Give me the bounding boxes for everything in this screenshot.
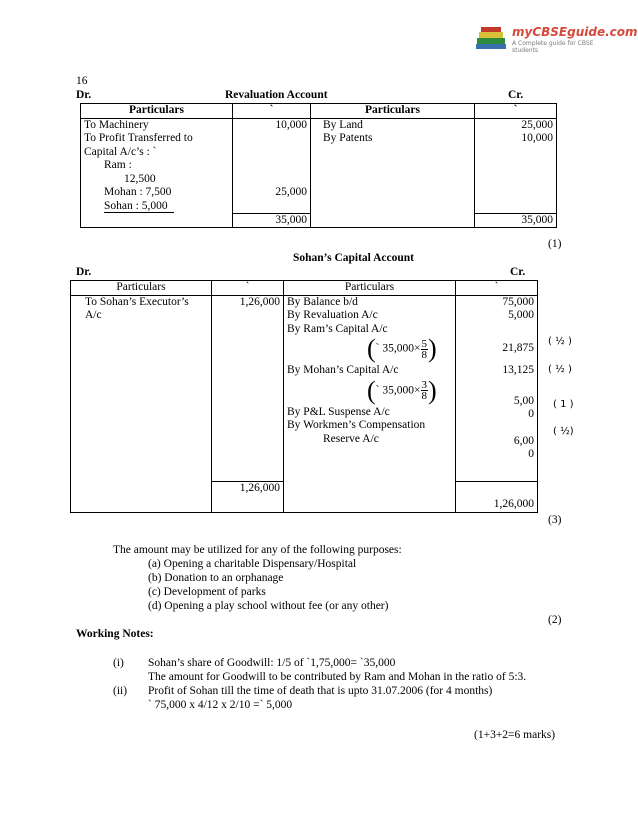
col-particulars-cr: Particulars [311,104,475,119]
sohan-title: Sohan’s Capital Account [293,252,414,264]
fraction [421,380,429,401]
purpose-item: (c) Development of parks [148,586,266,598]
reval-item: To Machinery [84,118,149,131]
reval-debit-amounts [233,118,311,213]
sohan-amount: 21,875 [502,341,534,354]
col-amount-cr: ` [456,281,538,296]
reval-credit-particulars [311,118,475,213]
reval-total-row [81,213,557,228]
col-amount-dr: ` [212,281,284,296]
side-mark: ( ½) [553,426,574,437]
purpose-item: (b) Donation to an orphanage [148,572,284,584]
sohan-item: By Balance b/d [287,295,358,308]
reval-dr: Dr. [76,89,92,101]
paren-open: ( [367,334,376,363]
sohan-amount: 0 [528,448,534,460]
reval-item: Capital A/c’s : ` [84,145,157,158]
fraction-numerator: 3 [421,379,427,391]
reval-total-blank [81,213,233,228]
purposes-intro: The amount may be utilized for any of the following purposes: [113,544,402,556]
page-number: 16 [76,75,88,87]
sohan-total-credit: 1,26,000 [456,482,538,513]
note-label: (i) [113,657,124,669]
sohan-total-blank [71,482,212,513]
fraction [421,339,429,360]
reval-amount: 10,000 [521,132,553,144]
reval-debit-particulars [81,118,233,213]
reval-sohan-share: Sohan : 5,000 [104,200,174,213]
reval-item [84,200,229,214]
reval-header-row [81,104,557,119]
reval-body-row [81,118,557,213]
col-particulars-dr: Particulars [71,281,212,296]
reval-amount: 10,000 [275,118,307,131]
sohan-credit-amounts [456,295,538,482]
sohan-item: To Sohan’s Executor’s [85,295,189,308]
sohan-amount: 5,00 [513,394,534,407]
paren-close: ) [428,375,437,405]
reval-cr: Cr. [508,89,524,101]
note-text: Profit of Sohan till the time of death that is upto 31.07.2006 (for 4 months) [148,685,493,697]
side-mark: ( ½ ) [548,364,572,375]
reval-item: By Land [323,118,363,131]
sohan-debit-amounts [212,295,284,482]
sohan-cr: Cr. [510,266,526,278]
note-text: The amount for Goodwill to be contributed by Ram and Mohan in the ratio of 5:3. [148,671,527,683]
mohan-share-formula [287,375,452,406]
logo-brand: myCBSEguide.com [512,25,638,39]
sohan-header-row [71,281,538,296]
sohan-amount: 75,000 [502,295,534,308]
note-label: (ii) [113,685,128,697]
reval-total-debit: 35,000 [233,213,311,228]
reval-amount: 25,000 [521,118,553,131]
note-text: ` 75,000 x 4/12 x 2/10 =` 5,000 [148,699,293,711]
sohan-item: By P&L Suspense A/c [287,405,390,418]
sohan-amount: 1,26,000 [239,295,280,308]
site-logo [474,24,638,54]
sohan-credit-particulars [284,295,456,482]
reval-amount: 25,000 [275,185,307,198]
purpose-item: (d) Opening a play school without fee (or any other) [148,600,389,612]
sohan-amount: 5,000 [508,309,534,321]
side-mark: ( ½ ) [548,336,572,347]
sohan-amount: 6,00 [513,434,534,447]
ram-share-formula [287,336,452,364]
sohan-item: By Revaluation A/c [287,309,378,321]
fraction-denominator: 8 [421,348,427,361]
mark-two: (2) [548,614,562,626]
col-amount-cr: ` [475,104,557,119]
sohan-item: A/c [85,309,102,321]
sohan-item: By Ram’s Capital A/c [287,322,388,335]
sohan-debit-particulars [71,295,212,482]
sohan-item: By Mohan’s Capital A/c [287,364,399,376]
reval-credit-amounts [475,118,557,213]
col-particulars-dr: Particulars [81,104,233,119]
formula-text: ` 35,000× [375,384,421,397]
reval-item: Ram : [104,159,132,171]
reval-item: By Patents [323,132,373,144]
side-mark: ( 1 ) [553,399,574,410]
sohan-item: By Workmen’s Compensation [287,419,426,431]
logo-tagline: A Complete guide for CBSE students [512,40,594,54]
sohan-total-debit: 1,26,000 [212,482,284,513]
note-text: Sohan’s share of Goodwill: 1/5 of `1,75,000= `35,000 [148,657,396,669]
paren-close: ) [428,334,437,363]
total-marks: (1+3+2=6 marks) [474,729,556,741]
sohan-body-row [71,295,538,482]
sohan-item: Reserve A/c [323,432,379,445]
fraction-numerator: 5 [421,337,427,350]
sohan-capital-table [70,280,538,513]
sohan-total-row [71,482,538,513]
col-particulars-cr: Particulars [284,281,456,296]
sohan-amount: 0 [528,408,534,420]
revaluation-table [80,103,557,228]
sohan-dr: Dr. [76,266,92,278]
purpose-item: (a) Opening a charitable Dispensary/Hospital [148,558,357,570]
books-icon [474,24,510,52]
mark-three: (3) [548,514,562,526]
reval-title: Revaluation Account [225,89,328,101]
paren-open: ( [367,375,376,405]
sohan-amount: 13,125 [502,364,534,376]
reval-total-blank [311,213,475,228]
reval-item: 12,500 [124,172,156,185]
working-notes-title: Working Notes: [76,628,154,640]
fraction-denominator: 8 [421,390,427,402]
reval-item: Mohan : 7,500 [104,186,172,198]
col-amount-dr: ` [233,104,311,119]
formula-text: ` 35,000× [375,342,421,355]
reval-total-credit: 35,000 [475,213,557,228]
reval-item: To Profit Transferred to [84,132,193,144]
sohan-total-blank [284,482,456,513]
mark-one: (1) [548,238,562,250]
